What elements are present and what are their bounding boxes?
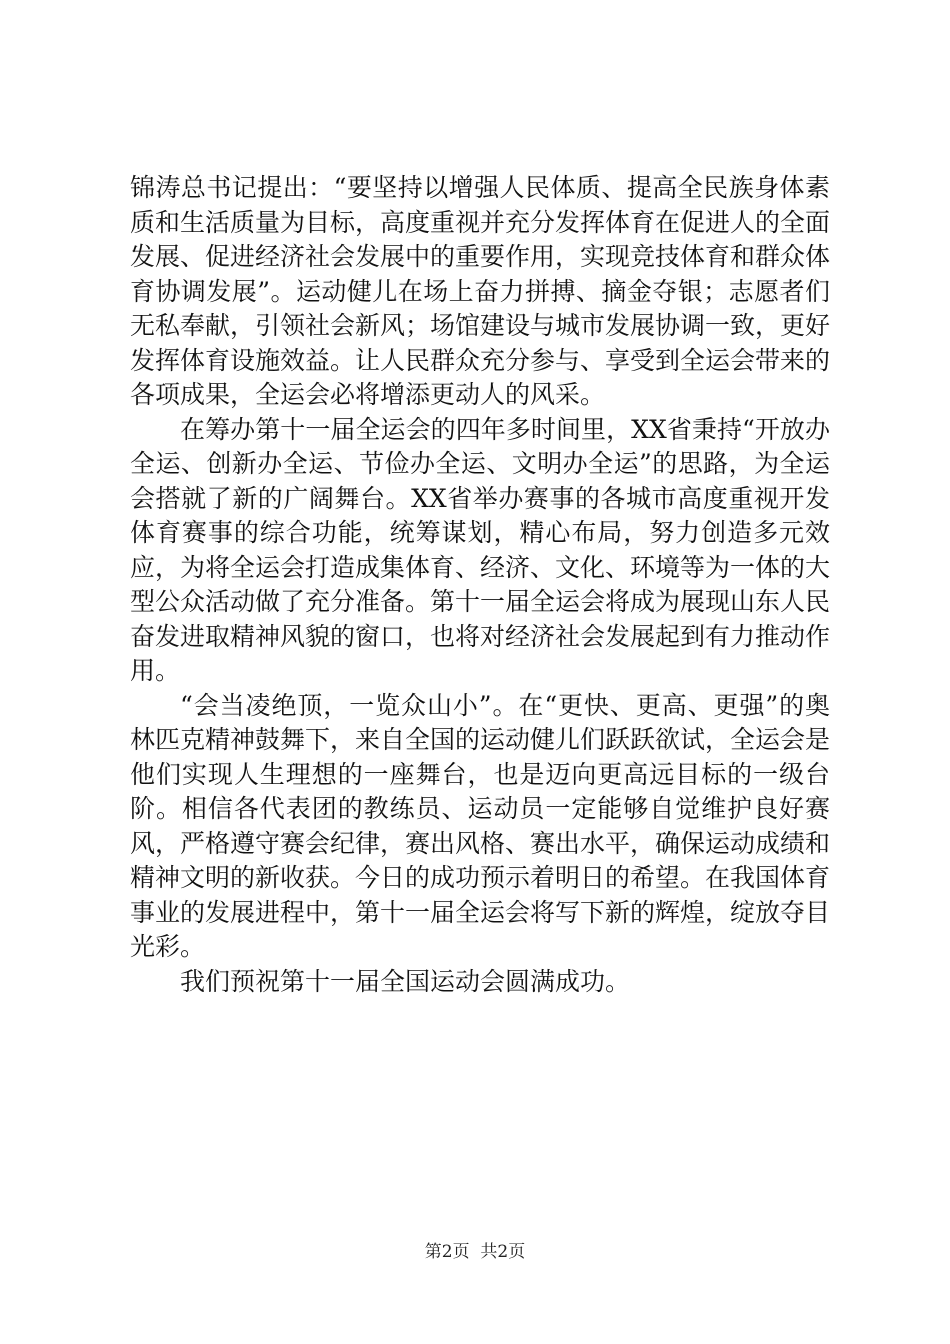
page-number-label: 第2页 共2页 — [424, 1242, 526, 1262]
page-footer — [0, 1241, 950, 1263]
paragraph-2: 在筹办第十一届全运会的四年多时间里，XX省秉持“开放办全运、创新办全运、节俭办全运、文明办全运”的思路，为全运会搭就了新的广阔舞台。XX省举办赛事的各城市高度重视开发体育赛事的综合功能，统筹谋划，精心布局，努力创造多元效应，为将全运会打造成集体育、经济、文化、环境等为一体的大型公众活动做了充分准备。第十一届全运会将成为展现山东人民奋发进取精神风貌的窗口，也将对经济社会发展起到有力推动作用。 — [130, 414, 831, 685]
paragraph-3: “会当凌绝顶，一览众山小”。在“更快、更高、更强”的奥林匹克精神鼓舞下，来自全国的运动健儿们跃跃欲试，全运会是他们实现人生理想的一座舞台，也是迈向更高远目标的一级台阶。相信各代表团的教练员、运动员一定能够自觉维护良好赛风，严格遵守赛会纪律，赛出风格、赛出水平，确保运动成绩和精神文明的新收获。今日的成功预示着明日的希望。在我国体育事业的发展进程中，第十一届全运会将写下新的辉煌，绽放夺目光彩。 — [130, 690, 831, 961]
paragraph-4: 我们预祝第十一届全国运动会圆满成功。 — [180, 966, 631, 996]
document-body — [130, 171, 830, 999]
paragraph-1: 锦涛总书记提出：“要坚持以增强人民体质、提高全民族身体素质和生活质量为目标，高度重视并充分发挥体育在促进人的全面发展、促进经济社会发展中的重要作用，实现竞技体育和群众体育协调发展”。运动健儿在场上奋力拼搏、摘金夺银；志愿者们无私奉献，引领社会新风；场馆建设与城市发展协调一致，更好发挥体育设施效益。让人民群众充分参与、享受到全运会带来的各项成果，全运会必将增添更动人的风采。 — [130, 173, 831, 409]
